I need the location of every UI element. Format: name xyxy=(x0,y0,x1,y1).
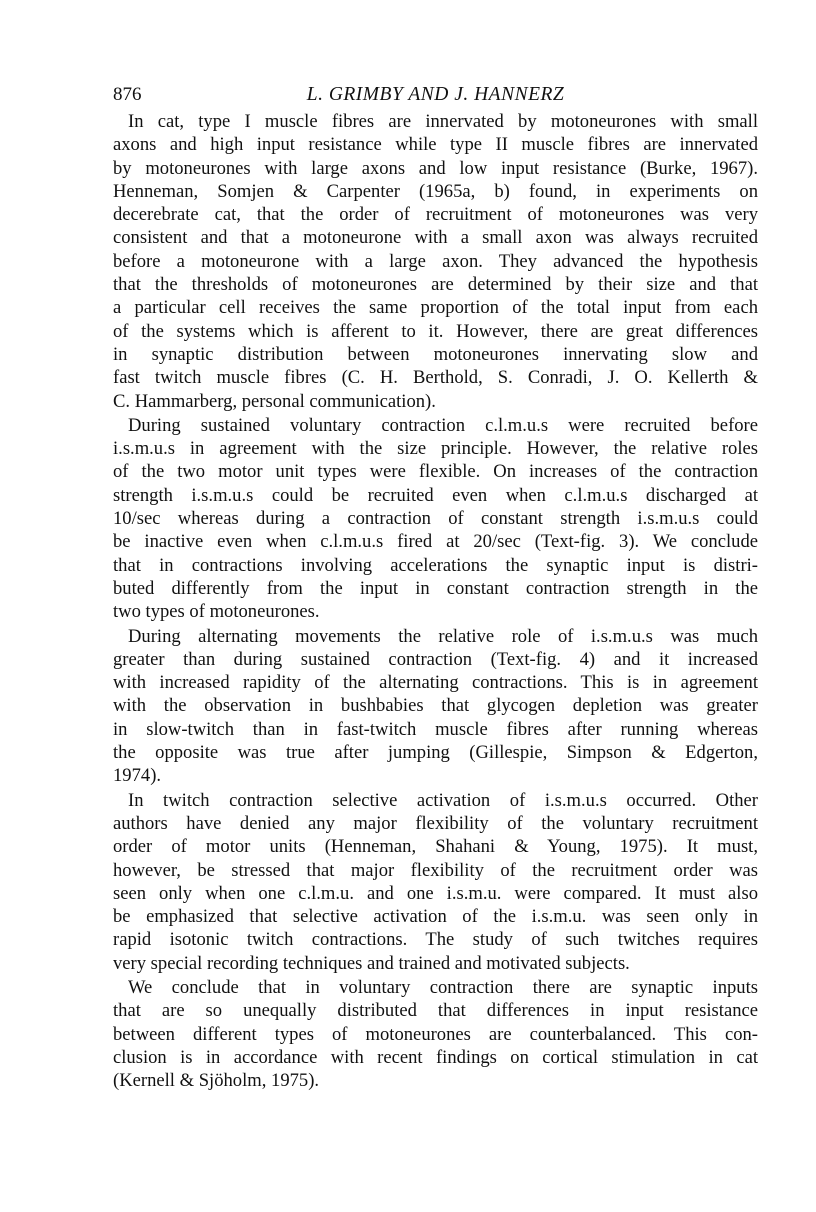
text-line: in synaptic distribution between motoneurones innervating slow and xyxy=(113,343,758,365)
text-line: fast twitch muscle fibres (C. H. Berthold, S. Conradi, J. O. Kellerth & xyxy=(113,367,758,389)
text-line: a particular cell receives the same proportion of the total input from each xyxy=(113,297,758,319)
text-line: be emphasized that selective activation of the i.s.m.u. was seen only in xyxy=(113,906,758,928)
text-line: the opposite was true after jumping (Gillespie, Simpson & Edgerton, xyxy=(113,742,758,764)
text-line: by motoneurones with large axons and low input resistance (Burke, 1967). xyxy=(113,157,758,179)
text-line: rapid isotonic twitch contractions. The study of such twitches requires xyxy=(113,929,758,951)
text-line: that the thresholds of motoneurones are determined by their size and that xyxy=(113,274,758,296)
paragraph xyxy=(113,976,758,1092)
running-title: L. GRIMBY AND J. HANNERZ xyxy=(306,84,565,105)
text-line: with the observation in bushbabies that glycogen depletion was greater xyxy=(113,695,758,717)
page-header xyxy=(113,84,758,110)
text-line: order of motor units (Henneman, Shahani & Young, 1975). It must, xyxy=(113,836,758,858)
text-line: buted differently from the input in constant contraction strength in the xyxy=(113,577,758,599)
paragraph xyxy=(113,625,758,788)
text-line: Henneman, Somjen & Carpenter (1965a, b) found, in experiments on xyxy=(113,180,758,202)
text-line: very special recording techniques and trained and motivated subjects. xyxy=(113,952,630,974)
text-line: before a motoneurone with a large axon. They advanced the hypothesis xyxy=(113,250,758,272)
text-line: clusion is in accordance with recent findings on cortical stimulation in cat xyxy=(113,1046,758,1068)
text-line: axons and high input resistance while type II muscle fibres are innervated xyxy=(113,134,758,156)
text-line: between different types of motoneurones are counterbalanced. This con- xyxy=(113,1023,758,1045)
page-number: 876 xyxy=(113,84,142,105)
text-line: consistent and that a motoneurone with a small axon was always recruited xyxy=(113,227,758,249)
text-line: (Kernell & Sjöholm, 1975). xyxy=(113,1070,320,1092)
paragraph xyxy=(113,414,758,624)
text-line: strength i.s.m.u.s could be recruited even when c.l.m.u.s discharged at xyxy=(113,484,758,506)
text-line: 1974). xyxy=(113,765,162,787)
text-line: i.s.m.u.s in agreement with the size principle. However, the relative roles xyxy=(113,438,758,460)
text-line: that in contractions involving accelerations the synaptic input is distri- xyxy=(113,554,758,576)
text-line: however, be stressed that major flexibility of the recruitment order was xyxy=(113,859,758,881)
text-line: two types of motoneurones. xyxy=(113,601,320,623)
text-line: of the systems which is afferent to it. However, there are great differences xyxy=(113,320,758,342)
text-line: seen only when one c.l.m.u. and one i.s.m.u. were compared. It must also xyxy=(113,882,758,904)
text-line: greater than during sustained contraction (Text-fig. 4) and it increased xyxy=(113,648,758,670)
text-line: decerebrate cat, that the order of recruitment of motoneurones was very xyxy=(113,204,758,226)
paragraph xyxy=(113,789,758,975)
text-line: We conclude that in voluntary contraction there are synaptic inputs xyxy=(128,976,758,998)
text-line: During alternating movements the relative role of i.s.m.u.s was much xyxy=(128,625,758,647)
text-line: In cat, type I muscle fibres are innervated by motoneurones with small xyxy=(128,111,758,132)
text-line: that are so unequally distributed that differences in input resistance xyxy=(113,1000,758,1022)
text-line: 10/sec whereas during a contraction of constant strength i.s.m.u.s could xyxy=(113,508,758,530)
text-line: authors have denied any major flexibility of the voluntary recruitment xyxy=(113,812,758,834)
text-line: C. Hammarberg, personal communication). xyxy=(113,390,436,412)
text-line: During sustained voluntary contraction c.l.m.u.s were recruited before xyxy=(128,414,758,436)
text-line: in slow-twitch than in fast-twitch muscle fibres after running whereas xyxy=(113,718,758,740)
text-line: be inactive even when c.l.m.u.s fired at 20/sec (Text-fig. 3). We conclude xyxy=(113,531,758,553)
paragraph xyxy=(113,110,758,413)
text-line: of the two motor unit types were flexible. On increases of the contraction xyxy=(113,461,758,483)
text-line: with increased rapidity of the alternating contractions. This is in agreement xyxy=(113,672,758,694)
body-text xyxy=(113,110,758,1093)
text-line: In twitch contraction selective activation of i.s.m.u.s occurred. Other xyxy=(128,789,758,811)
